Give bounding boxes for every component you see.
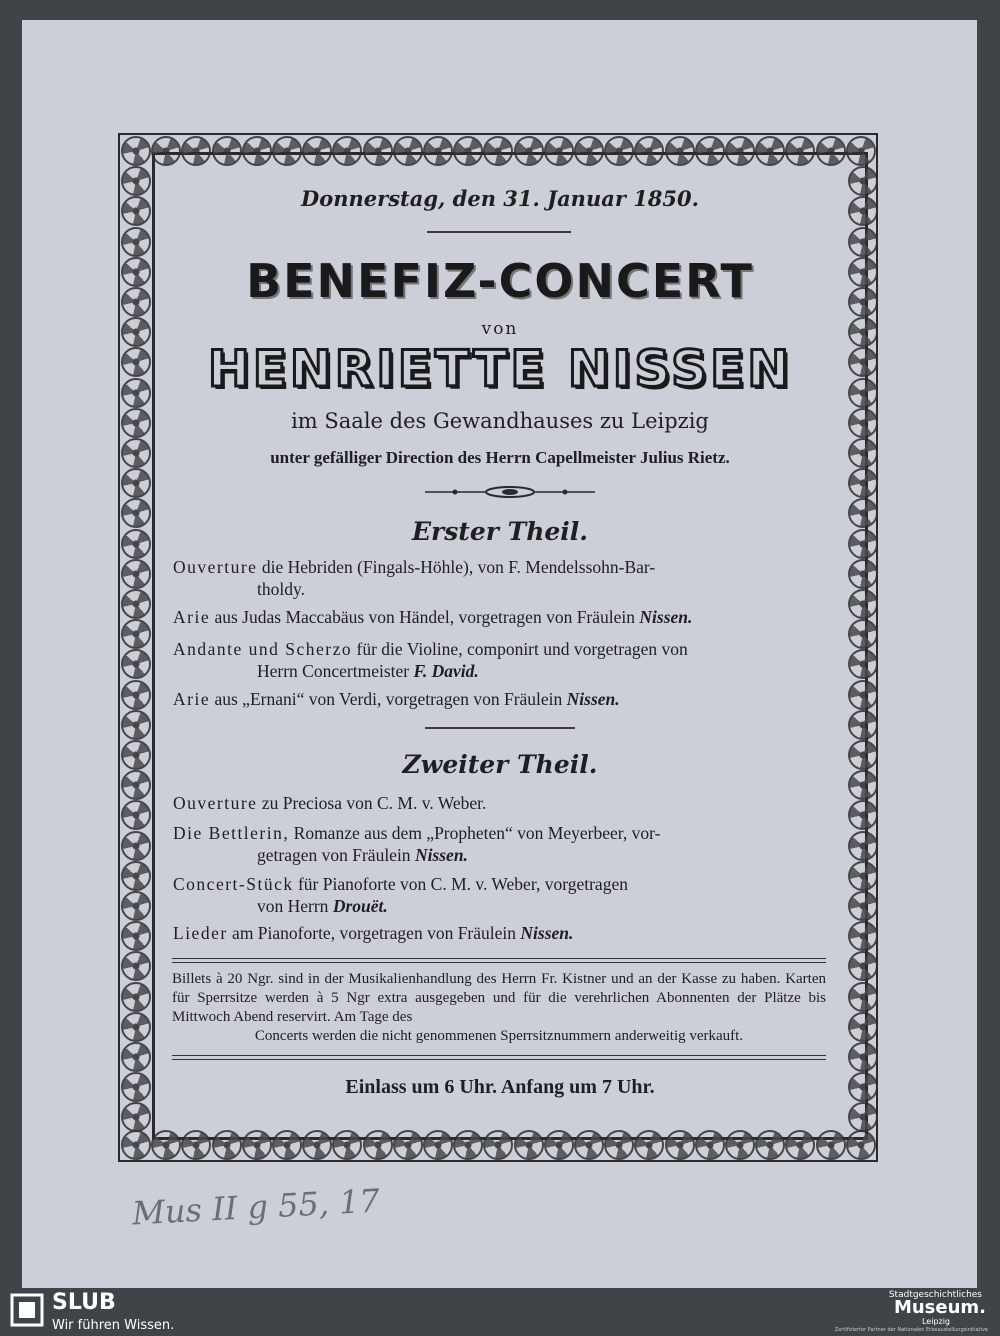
- border-ornament-icon: [121, 921, 151, 951]
- border-ornament-icon: [121, 468, 151, 498]
- double-rule: [172, 958, 826, 963]
- border-ornament-icon: [848, 982, 878, 1012]
- border-ornament-icon: [151, 1130, 181, 1160]
- border-ornament-icon: [665, 1130, 695, 1160]
- slub-tagline: Wir führen Wissen.: [52, 1318, 175, 1333]
- border-ornament-icon: [121, 589, 151, 619]
- border-ornament-icon: [848, 619, 878, 649]
- border-ornament-icon: [423, 136, 453, 166]
- border-ornament-icon: [423, 1130, 453, 1160]
- border-ornament-icon: [514, 136, 544, 166]
- divider: [427, 231, 571, 233]
- border-ornament-icon: [302, 1130, 332, 1160]
- program-item: Ouverture die Hebriden (Fingals-Höhle), von F. Mendelssohn-Bar- tholdy.: [173, 557, 656, 599]
- border-ornament-icon: [848, 921, 878, 951]
- border-ornament-icon: [121, 1042, 151, 1072]
- border-ornament-icon: [604, 1130, 634, 1160]
- slub-logo-icon: [10, 1293, 44, 1327]
- flourish-ornament-icon: [425, 482, 595, 502]
- program-item: Concert-Stück für Pianoforte von C. M. v. Weber, vorgetragen von Herrn Drouët.: [173, 874, 628, 916]
- border-ornament-icon: [242, 136, 272, 166]
- border-ornament-icon: [121, 559, 151, 589]
- program-item: Die Bettlerin, Romanze aus dem „Propheten“ von Meyerbeer, vor- getragen von Fräulein Nissen.: [173, 823, 661, 865]
- border-ornament-icon: [453, 1130, 483, 1160]
- border-ornament-icon: [848, 891, 878, 921]
- border-ornament-icon: [725, 136, 755, 166]
- concert-date: Donnerstag, den 31. Januar 1850.: [301, 186, 699, 211]
- border-ornament-icon: [848, 710, 878, 740]
- border-ornament-icon: [848, 559, 878, 589]
- border-ornament-icon: [363, 1130, 393, 1160]
- handwritten-shelfmark: Mus II g 55, 17: [131, 1181, 381, 1233]
- border-ornament-icon: [574, 1130, 604, 1160]
- border-ornament-icon: [848, 680, 878, 710]
- border-ornament-icon: [121, 136, 151, 166]
- border-ornament-icon: [695, 136, 725, 166]
- border-ornament-icon: [453, 136, 483, 166]
- border-ornament-icon: [725, 1130, 755, 1160]
- border-ornament-icon: [121, 680, 151, 710]
- border-ornament-icon: [272, 136, 302, 166]
- border-ornament-icon: [848, 1042, 878, 1072]
- border-ornament-icon: [846, 1130, 876, 1160]
- museum-certification: Zertifizierter Partner der Nationalen Erbeaustellungsinitiative: [834, 1327, 988, 1333]
- program-item: Lieder am Pianoforte, vorgetragen von Fräulein Nissen.: [173, 923, 574, 943]
- museum-name: Museum.: [893, 1297, 986, 1318]
- border-ornament-icon: [272, 1130, 302, 1160]
- border-ornament-icon: [121, 710, 151, 740]
- border-ornament-icon: [302, 136, 332, 166]
- border-ornament-icon: [848, 468, 878, 498]
- border-ornament-icon: [816, 1130, 846, 1160]
- double-rule: [172, 1055, 826, 1060]
- slub-name: SLUB: [52, 1290, 116, 1315]
- von-label: von: [481, 319, 519, 339]
- part-one-heading: Erster Theil.: [411, 517, 588, 546]
- border-ornament-icon: [848, 227, 878, 257]
- border-ornament-icon: [755, 136, 785, 166]
- concert-title: BENEFIZ-CONCERT: [246, 254, 754, 308]
- border-ornament-icon: [121, 982, 151, 1012]
- program-item: Arie aus „Ernani“ von Verdi, vorgetragen von Fräulein Nissen.: [173, 689, 620, 709]
- border-ornament-icon: [151, 136, 181, 166]
- border-ornament-icon: [604, 136, 634, 166]
- direction-line: unter gefälliger Direction des Herrn Capellmeister Julius Rietz.: [270, 448, 730, 467]
- border-ornament-icon: [665, 136, 695, 166]
- border-ornament-icon: [848, 589, 878, 619]
- border-ornament-icon: [121, 227, 151, 257]
- divider: [425, 727, 575, 729]
- museum-city: Leipzig: [921, 1317, 950, 1326]
- admission-times: Einlass um 6 Uhr. Anfang um 7 Uhr.: [345, 1076, 655, 1098]
- border-ornament-icon: [212, 136, 242, 166]
- border-ornament-icon: [121, 1130, 151, 1160]
- border-ornament-icon: [121, 891, 151, 921]
- border-ornament-icon: [544, 1130, 574, 1160]
- venue-line: im Saale des Gewandhauses zu Leipzig: [291, 409, 709, 433]
- border-ornament-icon: [121, 1012, 151, 1042]
- border-ornament-icon: [242, 1130, 272, 1160]
- border-ornament-icon: [393, 136, 423, 166]
- border-ornament-icon: [695, 1130, 725, 1160]
- border-ornament-icon: [816, 136, 846, 166]
- border-ornament-icon: [846, 136, 876, 166]
- border-ornament-icon: [121, 619, 151, 649]
- program-item: Andante und Scherzo für die Violine, componirt und vorgetragen von Herrn Concertmeister F. David.: [173, 639, 688, 681]
- border-ornament-icon: [212, 1130, 242, 1160]
- border-ornament-icon: [848, 1012, 878, 1042]
- border-ornament-icon: [121, 831, 151, 861]
- border-ornament-icon: [574, 136, 604, 166]
- program-item: Arie aus Judas Maccabäus von Händel, vorgetragen von Fräulein Nissen.: [173, 607, 693, 627]
- border-ornament-icon: [544, 136, 574, 166]
- museum-prefix: Stadtgeschichtliches: [888, 1290, 982, 1300]
- border-ornament-icon: [121, 861, 151, 891]
- part-two-heading: Zweiter Theil.: [402, 750, 598, 779]
- ticket-notice: Billets à 20 Ngr. sind in der Musikalienhandlung des Herrn Fr. Kistner und an der Kasse zu haben. Karten für Sperrsitze werden à 5 Ngr extra ausgegeben und für die verehrlichen Abonnenten der Plätze bis Mittwoch Abend reservirt. Am Tage des Concerts werden die nicht genommenen Sperrsitznummern anderweitig verkauft.: [172, 971, 826, 1044]
- border-ornament-icon: [393, 1130, 423, 1160]
- border-ornament-icon: [514, 1130, 544, 1160]
- border-ornament-icon: [848, 831, 878, 861]
- border-ornament-icon: [363, 136, 393, 166]
- performer-name: HENRIETTE NISSEN: [207, 340, 793, 398]
- border-ornament-icon: [848, 861, 878, 891]
- border-ornament-icon: [755, 1130, 785, 1160]
- program-item: Ouverture zu Preciosa von C. M. v. Weber.: [173, 793, 487, 813]
